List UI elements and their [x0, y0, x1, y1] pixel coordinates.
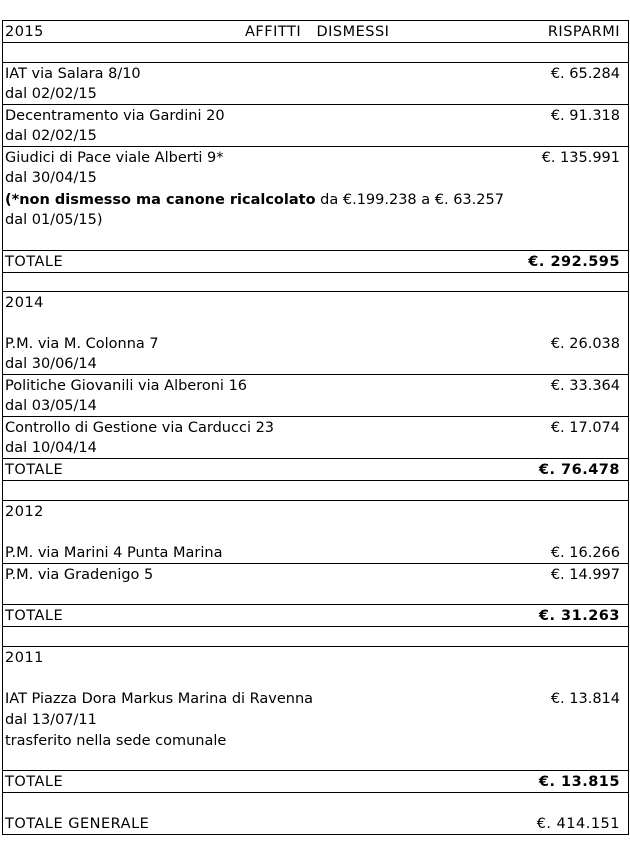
total-amount: €. 292.595 [528, 254, 620, 270]
grand-total-label: TOTALE GENERALE [5, 816, 150, 832]
item-amount: €. 135.991 [541, 150, 620, 166]
rule [2, 374, 629, 375]
item-amount: €. 16.266 [550, 545, 620, 561]
item-amount: €. 17.074 [550, 420, 620, 436]
item-amount: €. 65.284 [550, 66, 620, 82]
section-year: 2012 [5, 504, 44, 520]
rule [2, 146, 629, 147]
rule [2, 604, 629, 605]
note-bold: (*non dismesso ma canone ricalcolato [5, 192, 316, 208]
item-note-line2: dal 01/05/15) [5, 212, 103, 228]
item-name: P.M. via M. Colonna 7 [5, 336, 159, 352]
left-border [2, 20, 3, 835]
item-name: P.M. via Gradenigo 5 [5, 567, 154, 583]
header-title: AFFITTI DISMESSI [245, 24, 390, 40]
total-amount: €. 13.815 [538, 774, 620, 790]
item-name: P.M. via Marini 4 Punta Marina [5, 545, 223, 561]
total-amount: €. 31.263 [538, 608, 620, 624]
rule [2, 272, 629, 273]
item-note: trasferito nella sede comunale [5, 733, 227, 749]
item-amount: €. 26.038 [550, 336, 620, 352]
item-name: IAT via Salara 8/10 [5, 66, 141, 82]
rule [2, 291, 629, 292]
rule [2, 62, 629, 63]
item-date: dal 13/07/11 [5, 712, 97, 728]
rule [2, 792, 629, 793]
total-label: TOTALE [5, 254, 64, 270]
rule [2, 500, 629, 501]
rule [2, 458, 629, 459]
item-date: dal 30/06/14 [5, 356, 97, 372]
total-amount: €. 76.478 [538, 462, 620, 478]
rule [2, 42, 629, 43]
right-border [628, 20, 629, 835]
item-name: Giudici di Pace viale Alberti 9* [5, 150, 224, 166]
rule [2, 646, 629, 647]
item-date: dal 30/04/15 [5, 170, 97, 186]
rule [2, 20, 629, 21]
rule [2, 416, 629, 417]
item-name: IAT Piazza Dora Markus Marina di Ravenna [5, 691, 314, 707]
section-year: 2011 [5, 650, 44, 666]
total-label: TOTALE [5, 462, 64, 478]
rule [2, 480, 629, 481]
total-label: TOTALE [5, 608, 64, 624]
total-label: TOTALE [5, 774, 64, 790]
rule [2, 104, 629, 105]
item-amount: €. 91.318 [550, 108, 620, 124]
item-name: Decentramento via Gardini 20 [5, 108, 225, 124]
item-name: Controllo di Gestione via Carducci 23 [5, 420, 275, 436]
rule [2, 563, 629, 564]
item-amount: €. 13.814 [550, 691, 620, 707]
item-date: dal 10/04/14 [5, 440, 97, 456]
rule [2, 834, 629, 835]
rule [2, 626, 629, 627]
rule [2, 770, 629, 771]
grand-total-amount: €. 414.151 [536, 816, 620, 832]
item-name: Politiche Giovanili via Alberoni 16 [5, 378, 248, 394]
item-date: dal 02/02/15 [5, 86, 97, 102]
item-amount: €. 14.997 [550, 567, 620, 583]
header-year: 2015 [5, 24, 44, 40]
header-savings: RISPARMI [547, 24, 620, 40]
item-date: dal 03/05/14 [5, 398, 97, 414]
note-rest: da €.199.238 a €. 63.257 [315, 192, 504, 208]
item-amount: €. 33.364 [550, 378, 620, 394]
section-year: 2014 [5, 295, 44, 311]
rule [2, 250, 629, 251]
item-note [5, 190, 504, 210]
item-date: dal 02/02/15 [5, 128, 97, 144]
